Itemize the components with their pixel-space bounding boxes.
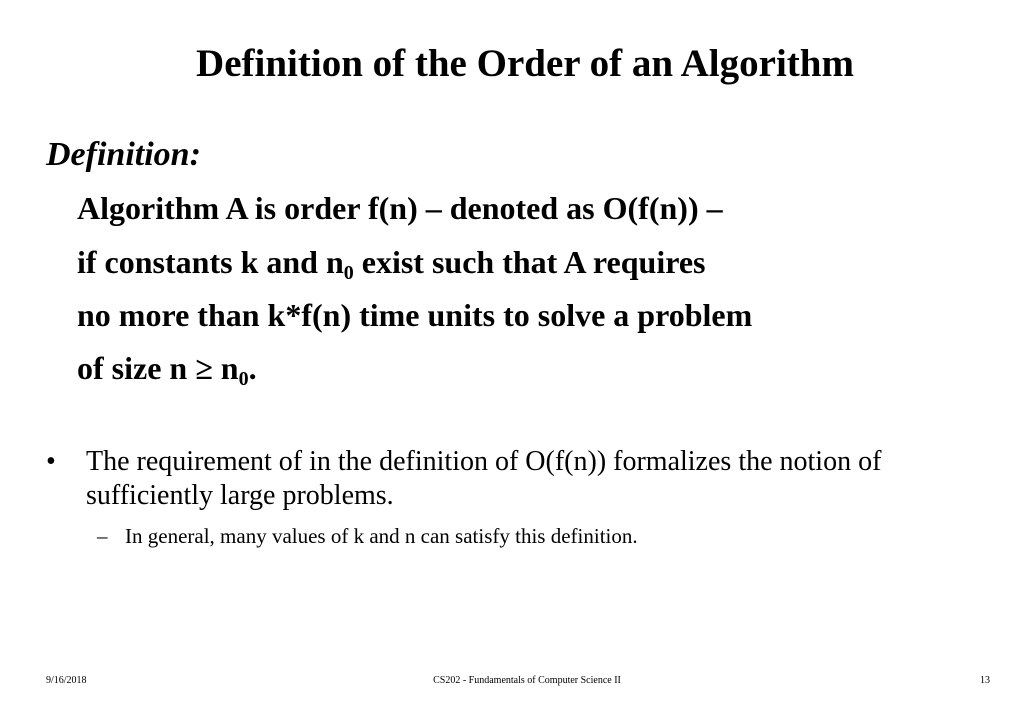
definition-line-4 bbox=[77, 347, 257, 389]
definition-line-2-subscript: 0 bbox=[343, 262, 354, 284]
bullet-item bbox=[46, 445, 976, 513]
definition-line-1 bbox=[77, 187, 723, 229]
sub-bullet-marker: – bbox=[97, 524, 108, 548]
footer-course: CS202 - Fundamentals of Computer Science II bbox=[433, 675, 621, 686]
footer-page-number: 13 bbox=[980, 675, 990, 686]
definition-line-4-text: of size n ≥ n bbox=[77, 350, 239, 386]
definition-line-2-text: if constants k and n bbox=[77, 244, 344, 280]
definition-line-2 bbox=[77, 241, 705, 283]
definition-line-4-tail: . bbox=[248, 350, 257, 386]
bullet-text: The requirement of in the definition of O(f(n)) formalizes the notion of sufficiently large problems. bbox=[86, 446, 882, 511]
footer-date: 9/16/2018 bbox=[46, 675, 87, 686]
definition-line-4-subscript: 0 bbox=[238, 368, 249, 390]
definition-line-3 bbox=[77, 294, 752, 336]
definition-line-1-text: Algorithm A is order f(n) – denoted as O(f(n)) – bbox=[77, 190, 723, 226]
sub-bullet-item bbox=[97, 522, 638, 550]
definition-line-2-tail: exist such that A requires bbox=[353, 244, 706, 280]
slide-title: Definition of the Order of an Algorithm bbox=[196, 42, 854, 85]
definition-line-3-text: no more than k*f(n) time units to solve a problem bbox=[77, 297, 753, 333]
definition-heading: Definition: bbox=[46, 136, 201, 173]
bullet-marker: • bbox=[46, 446, 56, 477]
sub-bullet-text: In general, many values of k and n can satisfy this definition. bbox=[125, 524, 638, 548]
